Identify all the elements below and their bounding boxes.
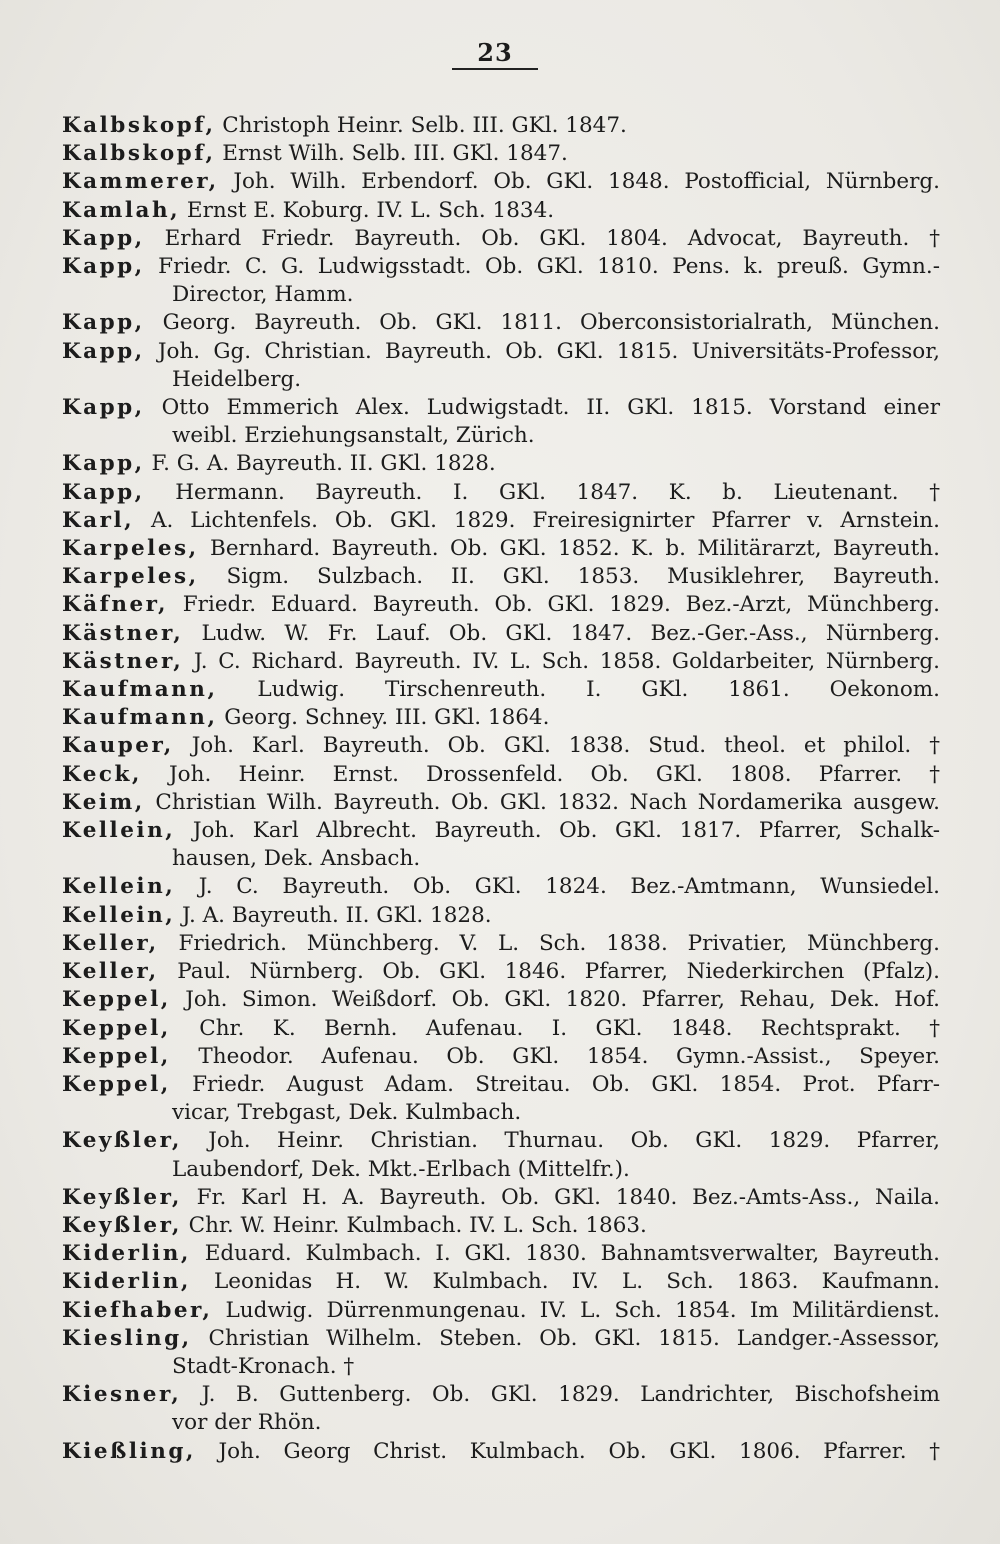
entry-surname: Kaufmann, <box>62 677 218 703</box>
entry-details: Joh. Simon. Weißdorf. Ob. GKl. 1820. Pfarrer, Rehau, Dek. Hof. <box>170 987 940 1013</box>
entry-surname: Keller, <box>62 930 159 956</box>
register-entry <box>0 1127 1000 1155</box>
entry-details: Joh. Gg. Christian. Bayreuth. Ob. GKl. 1815. Universitäts-Professor, <box>144 338 940 364</box>
entry-surname: Kästner, <box>62 648 184 674</box>
entry-details: Joh. Heinr. Ernst. Drossenfeld. Ob. GKl. 1808. Pfarrer. † <box>141 761 940 787</box>
entry-details: F. G. A. Bayreuth. II. GKl. 1828. <box>144 451 496 477</box>
register-entry <box>0 309 1000 337</box>
entry-surname: Keppel, <box>62 1015 171 1041</box>
entry-surname: Keyßler, <box>62 1212 182 1238</box>
entry-details: Paul. Nürnberg. Ob. GKl. 1846. Pfarrer, Niederkirchen (Pfalz). <box>158 959 940 985</box>
entry-details: J. C. Richard. Bayreuth. IV. L. Sch. 1858. Goldarbeiter, Nürnberg. <box>183 648 940 674</box>
entry-surname: Keyßler, <box>62 1128 182 1154</box>
register-entry <box>0 535 1000 563</box>
entry-surname: Keck, <box>62 761 142 787</box>
entry-continuation: vor der Rhön. <box>172 1410 322 1436</box>
entry-surname: Kiefhaber, <box>62 1297 213 1323</box>
entry-details: Leonidas H. W. Kulmbach. IV. L. Sch. 1863. Kaufmann. <box>190 1269 940 1295</box>
entry-surname: Kauper, <box>62 733 174 759</box>
entry-continuation: vicar, Trebgast, Dek. Kulmbach. <box>172 1100 522 1126</box>
entry-surname: Kamlah, <box>62 197 181 223</box>
register-entry <box>0 1071 1000 1099</box>
entry-continuation: hausen, Dek. Ansbach. <box>172 846 421 872</box>
entry-surname: Keppel, <box>62 987 171 1013</box>
entry-surname: Kalbskopf, <box>62 113 216 138</box>
register-entry <box>0 986 1000 1014</box>
entry-details: Chr. K. Bernh. Aufenau. I. GKl. 1848. Rechtsprakt. † <box>170 1015 940 1041</box>
page-number-rule <box>452 68 538 70</box>
register-entry <box>0 112 1000 140</box>
register-entry <box>0 1043 1000 1071</box>
register-entry <box>0 817 1000 845</box>
entry-details: Otto Emmerich Alex. Ludwigstadt. II. GKl. 1815. Vorstand einer <box>144 395 940 421</box>
register-entries <box>0 112 1000 1466</box>
entry-details: Christoph Heinr. Selb. III. GKl. 1847. <box>215 113 627 138</box>
register-entry <box>0 563 1000 591</box>
entry-surname: Karl, <box>62 507 135 533</box>
entry-surname: Keller, <box>62 959 159 985</box>
entry-details: Ernst Wilh. Selb. III. GKl. 1847. <box>215 141 568 167</box>
entry-surname: Kiesling, <box>62 1325 192 1351</box>
entry-surname: Keppel, <box>62 1043 171 1069</box>
register-entry <box>0 394 1000 422</box>
entry-surname: Karpeles, <box>62 564 199 590</box>
register-entry <box>0 1212 1000 1240</box>
entry-details: Friedr. August Adam. Streitau. Ob. GKl. 1854. Prot. Pfarr- <box>170 1071 940 1097</box>
register-entry <box>0 930 1000 958</box>
entry-details: Ludwig. Dürrenmungenau. IV. L. Sch. 1854. Im Militärdienst. <box>212 1297 940 1323</box>
page-number: 23 <box>477 38 513 67</box>
entry-surname: Kammerer, <box>62 169 219 195</box>
register-entry <box>0 902 1000 930</box>
entry-surname: Karpeles, <box>62 536 199 562</box>
entry-surname: Kästner, <box>62 620 184 646</box>
entry-surname: Keim, <box>62 789 145 815</box>
entry-details: Friedr. Eduard. Bayreuth. Ob. GKl. 1829. Bez.-Arzt, Münchberg. <box>167 592 940 618</box>
register-entry <box>0 1438 1000 1466</box>
register-entry <box>0 1015 1000 1043</box>
entry-details: J. B. Guttenberg. Ob. GKl. 1829. Landrichter, Bischofsheim <box>181 1382 940 1408</box>
entry-details: Chr. W. Heinr. Kulmbach. IV. L. Sch. 1863. <box>181 1212 647 1238</box>
entry-continuation: weibl. Erziehungsanstalt, Zürich. <box>172 423 535 449</box>
entry-continuation: Laubendorf, Dek. Mkt.-Erlbach (Mittelfr.). <box>172 1156 630 1182</box>
register-entry <box>0 789 1000 817</box>
entry-details: Ernst E. Koburg. IV. L. Sch. 1834. <box>180 197 555 223</box>
register-entry <box>0 1381 1000 1409</box>
entry-surname: Kellein, <box>62 818 176 844</box>
entry-surname: Keppel, <box>62 1071 171 1097</box>
entry-surname: Käfner, <box>62 592 168 618</box>
entry-details: Georg. Bayreuth. Ob. GKl. 1811. Oberconsistorialrath, München. <box>144 310 940 336</box>
entry-details: Fr. Karl H. A. Bayreuth. Ob. GKl. 1840. Bez.-Amts-Ass., Naila. <box>181 1184 940 1210</box>
entry-details: Joh. Georg Christ. Kulmbach. Ob. GKl. 1806. Pfarrer. † <box>195 1438 940 1464</box>
register-entry <box>0 450 1000 478</box>
entry-details: Christian Wilhelm. Steben. Ob. GKl. 1815. Landger.-Assessor, <box>191 1325 940 1351</box>
entry-surname: Kiesner, <box>62 1382 182 1408</box>
entry-surname: Kapp, <box>62 451 145 477</box>
register-entry <box>0 1325 1000 1353</box>
register-entry <box>0 1297 1000 1325</box>
entry-details: Joh. Heinr. Christian. Thurnau. Ob. GKl. 1829. Pfarrer, <box>181 1128 940 1154</box>
entry-details: Ludw. W. Fr. Lauf. Ob. GKl. 1847. Bez.-Ger.-Ass., Nürnberg. <box>183 620 940 646</box>
register-entry <box>0 620 1000 648</box>
entry-details: Joh. Karl Albrecht. Bayreuth. Ob. GKl. 1817. Pfarrer, Schalk- <box>175 818 940 844</box>
entry-surname: Kapp, <box>62 395 145 421</box>
register-entry <box>0 1240 1000 1268</box>
entry-details: Friedr. C. G. Ludwigsstadt. Ob. GKl. 1810. Pens. k. preuß. Gymn.- <box>144 254 940 280</box>
entry-surname: Kapp, <box>62 479 145 505</box>
register-entry <box>0 873 1000 901</box>
register-entry <box>0 732 1000 760</box>
entry-surname: Kapp, <box>62 254 145 280</box>
register-entry <box>0 591 1000 619</box>
entry-surname: Kiderlin, <box>62 1241 191 1267</box>
entry-continuation: Heidelberg. <box>172 366 302 392</box>
register-entry <box>0 1268 1000 1296</box>
entry-surname: Keyßler, <box>62 1184 182 1210</box>
register-entry <box>0 1184 1000 1212</box>
entry-details: Sigm. Sulzbach. II. GKl. 1853. Musiklehrer, Bayreuth. <box>198 564 940 590</box>
entry-details: A. Lichtenfels. Ob. GKl. 1829. Freiresignirter Pfarrer v. Arnstein. <box>134 507 940 533</box>
register-entry <box>0 479 1000 507</box>
entry-continuation: Stadt-Kronach. † <box>172 1353 355 1379</box>
entry-details: Bernhard. Bayreuth. Ob. GKl. 1852. K. b. Militärarzt, Bayreuth. <box>198 536 940 562</box>
entry-details: Hermann. Bayreuth. I. GKl. 1847. K. b. Lieutenant. † <box>144 479 940 505</box>
entry-details: Joh. Wilh. Erbendorf. Ob. GKl. 1848. Postofficial, Nürnberg. <box>218 169 940 195</box>
entry-details: J. C. Bayreuth. Ob. GKl. 1824. Bez.-Amtmann, Wunsiedel. <box>175 874 940 900</box>
entry-details: Christian Wilh. Bayreuth. Ob. GKl. 1832. Nach Nordamerika ausgew. <box>144 789 940 815</box>
entry-continuation: Director, Hamm. <box>172 282 354 308</box>
entry-surname: Kapp, <box>62 338 145 364</box>
entry-surname: Kellein, <box>62 874 176 900</box>
entry-surname: Kellein, <box>62 902 176 928</box>
entry-surname: Kiderlin, <box>62 1269 191 1295</box>
register-entry <box>0 676 1000 704</box>
entry-surname: Kapp, <box>62 310 145 336</box>
entry-details: Georg. Schney. III. GKl. 1864. <box>217 705 550 731</box>
register-entry <box>0 338 1000 366</box>
entry-details: Erhard Friedr. Bayreuth. Ob. GKl. 1804. Advocat, Bayreuth. † <box>144 225 940 251</box>
register-entry <box>0 958 1000 986</box>
entry-details: Joh. Karl. Bayreuth. Ob. GKl. 1838. Stud. theol. et philol. † <box>173 733 940 759</box>
entry-surname: Kießling, <box>62 1438 196 1464</box>
register-entry <box>0 648 1000 676</box>
register-entry <box>0 225 1000 253</box>
entry-details: Ludwig. Tirschenreuth. I. GKl. 1861. Oekonom. <box>217 677 940 703</box>
entry-surname: Kaufmann, <box>62 705 218 731</box>
entry-surname: Kapp, <box>62 225 145 251</box>
entry-details: Eduard. Kulmbach. I. GKl. 1830. Bahnamtsverwalter, Bayreuth. <box>190 1241 940 1267</box>
entry-surname: Kalbskopf, <box>62 141 216 167</box>
register-entry <box>0 168 1000 196</box>
entry-details: Friedrich. Münchberg. V. L. Sch. 1838. Privatier, Münchberg. <box>158 930 940 956</box>
register-entry <box>0 253 1000 281</box>
register-entry <box>0 761 1000 789</box>
register-entry <box>0 507 1000 535</box>
register-entry <box>0 197 1000 225</box>
register-entry <box>0 704 1000 732</box>
entry-details: Theodor. Aufenau. Ob. GKl. 1854. Gymn.-Assist., Speyer. <box>170 1043 940 1069</box>
entry-details: J. A. Bayreuth. II. GKl. 1828. <box>175 902 492 928</box>
register-entry <box>0 140 1000 168</box>
